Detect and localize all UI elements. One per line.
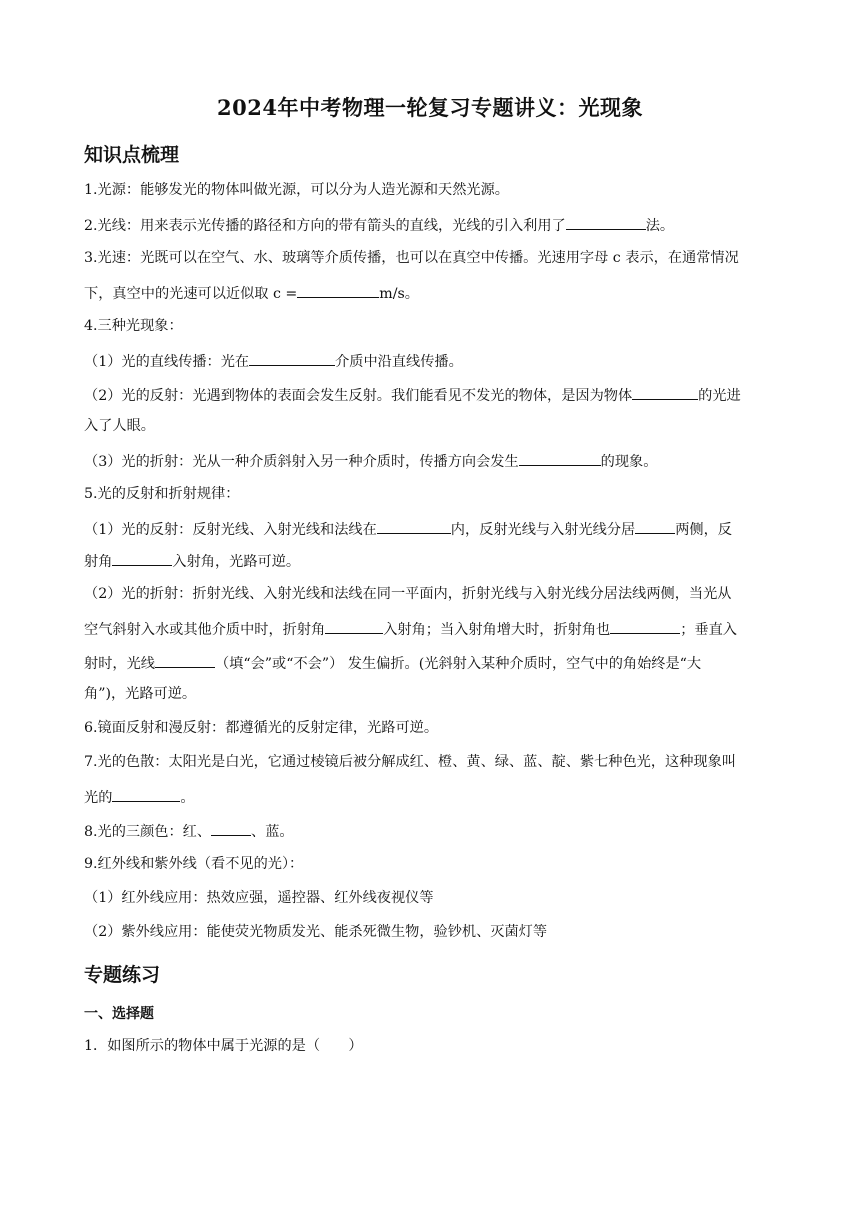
fill-blank: [610, 618, 680, 634]
paragraph-2: 2.光线：用来表示光传播的路径和方向的带有箭头的直线，光线的引入利用了 法。: [84, 214, 784, 236]
fill-blank: [377, 518, 451, 534]
section-heading-knowledge: 知识点梳理: [84, 144, 180, 166]
section-heading-practice: 专题练习: [84, 964, 161, 986]
paragraph-7-line-1: 7.光的色散：太阳光是白光，它通过棱镜后被分解成红、橙、黄、绿、蓝、靛、紫七种色光，这种现象叫: [84, 754, 736, 770]
fill-blank: [297, 282, 379, 298]
fill-blank: [632, 384, 698, 400]
paragraph-7-line-2: 光的 。: [84, 786, 784, 808]
paragraph-4: 4.三种光现象：: [84, 318, 183, 334]
paragraph-9: 9.红外线和紫外线（看不见的光）：: [84, 856, 304, 872]
paragraph-1: 1.光源：能够发光的物体叫做光源，可以分为人造光源和天然光源。: [84, 182, 509, 198]
paragraph-4-3: （3）光的折射：光从一种介质斜射入另一种介质时，传播方向会发生 的现象。: [84, 450, 784, 472]
paragraph-9-2: （2）紫外线应用：能使荧光物质发光、能杀死微生物，验钞机、灭菌灯等: [84, 924, 548, 940]
fill-blank: [155, 652, 215, 668]
fill-blank: [519, 450, 601, 466]
fill-blank: [566, 214, 646, 230]
paragraph-5: 5.光的反射和折射规律：: [84, 486, 240, 502]
fill-blank: [325, 618, 383, 634]
fill-blank: [249, 350, 335, 366]
document-title: 2024年中考物理一轮复习专题讲义：光现象: [217, 95, 643, 120]
paragraph-5-2-line-4: 角”)，光路可逆。: [84, 686, 197, 702]
paragraph-4-1: （1）光的直线传播：光在 介质中沿直线传播。: [84, 350, 784, 372]
paragraph-5-1-line-2: 射角 入射角，光路可逆。: [84, 550, 784, 572]
fill-blank: [211, 820, 251, 836]
fill-blank: [635, 518, 675, 534]
paragraph-6: 6.镜面反射和漫反射：都遵循光的反射定律，光路可逆。: [84, 720, 439, 736]
subsection-heading-choice: 一、选择题: [84, 1006, 154, 1022]
question-1: 1．如图所示的物体中属于光源的是（ ）: [84, 1038, 363, 1054]
paragraph-8: 8.光的三颜色：红、 、蓝。: [84, 820, 784, 842]
paragraph-5-2-line-1: （2）光的折射：折射光线、入射光线和法线在同一平面内，折射光线与入射光线分居法线两侧，当光从: [84, 586, 732, 602]
paragraph-3-line-1: 3.光速：光既可以在空气、水、玻璃等介质传播，也可以在真空中传播。光速用字母 c 表示，在通常情况: [84, 250, 739, 266]
paragraph-9-1: （1）红外线应用：热效应强，遥控器、红外线夜视仪等: [84, 890, 434, 906]
fill-blank: [112, 550, 172, 566]
paragraph-4-2-line-2: 入了人眼。: [84, 418, 155, 434]
paragraph-5-1-line-1: （1）光的反射：反射光线、入射光线和法线在 内，反射光线与入射光线分居 两侧，反: [84, 518, 784, 540]
paragraph-4-2-line-1: （2）光的反射：光遇到物体的表面会发生反射。我们能看见不发光的物体，是因为物体 的光进: [84, 384, 784, 406]
paragraph-3-line-2: 下，真空中的光速可以近似取 c = m/s。: [84, 282, 784, 304]
fill-blank: [112, 786, 180, 802]
paragraph-5-2-line-2: 空气斜射入水或其他介质中时，折射角 入射角；当入射角增大时，折射角也 ；垂直入: [84, 618, 784, 640]
paragraph-5-2-line-3: 射时，光线 （填“会”或“不会”） 发生偏折。(光斜射入某种介质时，空气中的角始终是“大: [84, 652, 784, 674]
